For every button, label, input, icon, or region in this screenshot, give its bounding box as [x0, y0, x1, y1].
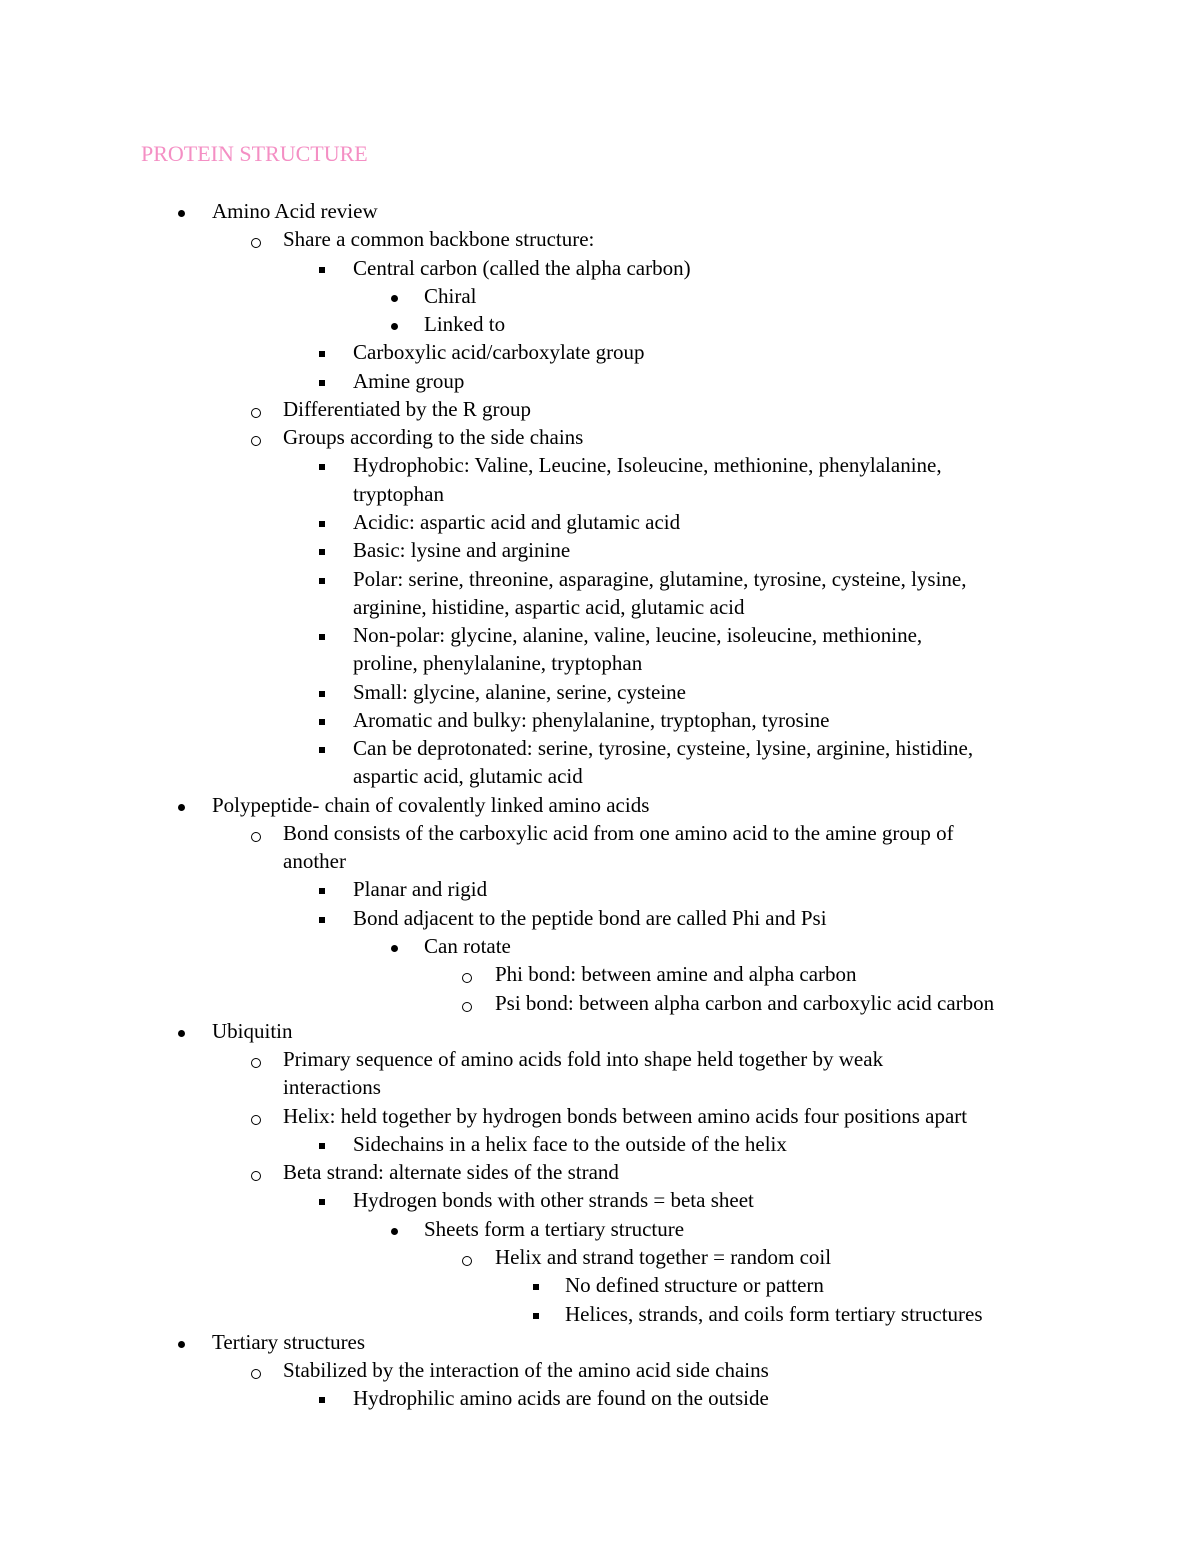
outline-item-level-3: Amine group — [353, 368, 465, 393]
outline-item-level-3: Aromatic and bulky: phenylalanine, tryptophan, tyrosine — [353, 707, 830, 732]
outline-item-level-3: arginine, histidine, aspartic acid, glutamic acid — [353, 594, 745, 619]
circle-bullet-icon — [457, 993, 477, 1021]
square-bullet-icon — [313, 710, 333, 738]
square-bullet-icon — [527, 1275, 547, 1303]
outline-item-level-2: another — [283, 849, 346, 874]
outline-item-level-5: Phi bond: between amine and alpha carbon — [495, 962, 857, 987]
square-bullet-icon — [313, 1190, 333, 1218]
document-title: PROTEIN STRUCTURE — [141, 141, 368, 166]
outline-item-level-3: Hydrophilic amino acids are found on the outside — [353, 1386, 769, 1411]
square-bullet-icon — [527, 1304, 547, 1332]
outline-item-level-1: Amino Acid review — [212, 199, 378, 223]
square-bullet-icon — [313, 258, 333, 286]
square-bullet-icon — [313, 569, 333, 597]
disc-bullet-icon — [385, 936, 405, 964]
outline-item-level-4: Can rotate — [424, 934, 511, 959]
disc-bullet-icon — [172, 1332, 192, 1360]
disc-bullet-icon — [172, 201, 192, 229]
circle-bullet-icon — [246, 1162, 266, 1190]
outline-item-level-6: No defined structure or pattern — [565, 1273, 824, 1298]
outline-item-level-3: Acidic: aspartic acid and glutamic acid — [353, 509, 681, 534]
outline-item-level-3: Hydrogen bonds with other strands = beta sheet — [353, 1188, 754, 1213]
circle-bullet-icon — [246, 229, 266, 257]
square-bullet-icon — [313, 625, 333, 653]
square-bullet-icon — [313, 908, 333, 936]
square-bullet-icon — [313, 1388, 333, 1416]
outline-item-level-6: Helices, strands, and coils form tertiary structures — [565, 1301, 983, 1326]
square-bullet-icon — [313, 540, 333, 568]
outline-item-level-3: Central carbon (called the alpha carbon) — [353, 255, 691, 280]
circle-bullet-icon — [246, 1106, 266, 1134]
outline-item-level-2: Primary sequence of amino acids fold into shape held together by weak — [283, 1047, 884, 1072]
outline-item-level-3: Can be deprotonated: serine, tyrosine, cysteine, lysine, arginine, histidine, — [353, 736, 974, 761]
outline-item-level-3: Polar: serine, threonine, asparagine, glutamine, tyrosine, cysteine, lysine, — [353, 566, 967, 591]
outline-item-level-4: Chiral — [424, 283, 477, 308]
circle-bullet-icon — [246, 1360, 266, 1388]
outline-item-level-1: Ubiquitin — [212, 1018, 293, 1043]
outline-item-level-2: interactions — [283, 1075, 381, 1100]
outline-item-level-2: Helix: held together by hydrogen bonds between amino acids four positions apart — [283, 1103, 968, 1128]
outline-item-level-2: Stabilized by the interaction of the amino acid side chains — [283, 1358, 769, 1383]
outline-item-level-3: aspartic acid, glutamic acid — [353, 764, 583, 789]
outline-item-level-4: Linked to — [424, 312, 506, 337]
square-bullet-icon — [313, 682, 333, 710]
circle-bullet-icon — [457, 1247, 477, 1275]
outline-item-level-5: Psi bond: between alpha carbon and carboxylic acid carbon — [495, 990, 995, 1015]
disc-bullet-icon — [172, 1021, 192, 1049]
outline-item-level-2: Beta strand: alternate sides of the strand — [283, 1160, 619, 1185]
outline-item-level-1: Polypeptide- chain of covalently linked amino acids — [212, 792, 650, 817]
square-bullet-icon — [313, 455, 333, 483]
outline-item-level-1: Tertiary structures — [212, 1329, 366, 1354]
outline-item-level-3: Planar and rigid — [353, 877, 488, 902]
disc-bullet-icon — [385, 1219, 405, 1247]
outline-item-level-3: Basic: lysine and arginine — [353, 538, 571, 563]
outline-item-level-3: Carboxylic acid/carboxylate group — [353, 340, 645, 365]
disc-bullet-icon — [385, 286, 405, 314]
outline-item-level-2: Groups according to the side chains — [283, 425, 584, 450]
outline-item-level-2: Share a common backbone structure: — [283, 227, 595, 252]
square-bullet-icon — [313, 342, 333, 370]
outline-item-level-3: Non-polar: glycine, alanine, valine, leucine, isoleucine, methionine, — [353, 623, 923, 648]
circle-bullet-icon — [246, 427, 266, 455]
outline-item-level-5: Helix and strand together = random coil — [495, 1244, 832, 1269]
outline-item-level-3: Bond adjacent to the peptide bond are called Phi and Psi — [353, 905, 827, 930]
outline-item-level-2: Bond consists of the carboxylic acid from one amino acid to the amine group of — [283, 820, 954, 845]
outline-item-level-3: tryptophan — [353, 481, 444, 506]
circle-bullet-icon — [246, 1049, 266, 1077]
circle-bullet-icon — [246, 823, 266, 851]
circle-bullet-icon — [457, 964, 477, 992]
disc-bullet-icon — [172, 795, 192, 823]
square-bullet-icon — [313, 738, 333, 766]
outline-item-level-3: Hydrophobic: Valine, Leucine, Isoleucine, methionine, phenylalanine, — [353, 453, 942, 478]
outline-item-level-2: Differentiated by the R group — [283, 396, 532, 421]
circle-bullet-icon — [246, 399, 266, 427]
outline-item-level-3: Small: glycine, alanine, serine, cysteine — [353, 679, 686, 704]
outline-item-level-4: Sheets form a tertiary structure — [424, 1216, 685, 1241]
outline-item-level-3: proline, phenylalanine, tryptophan — [353, 651, 643, 676]
outline-item-level-3: Sidechains in a helix face to the outside of the helix — [353, 1131, 787, 1156]
square-bullet-icon — [313, 512, 333, 540]
square-bullet-icon — [313, 879, 333, 907]
